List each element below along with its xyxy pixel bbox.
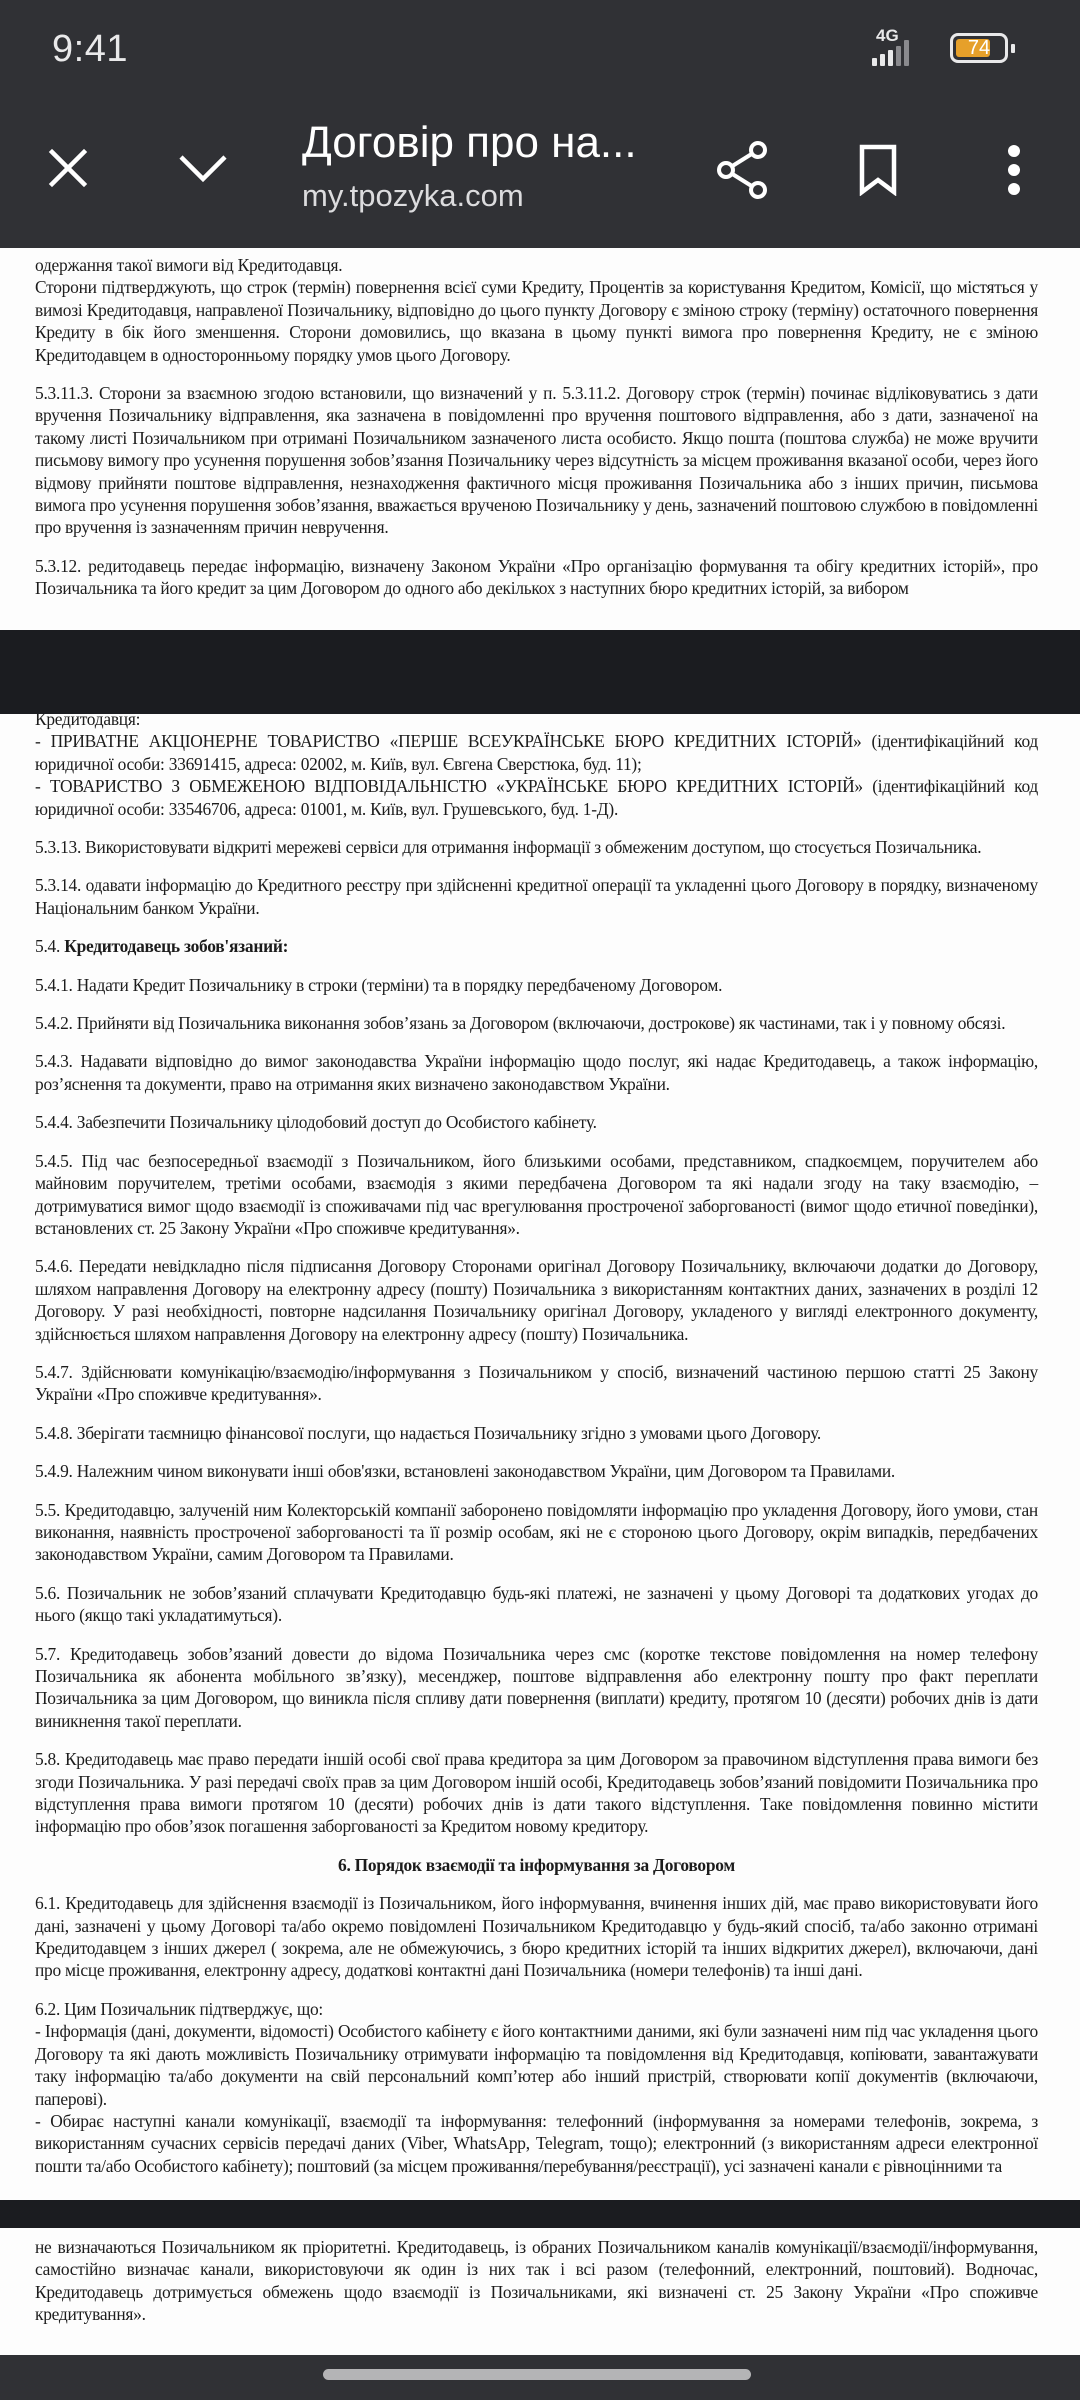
share-button[interactable] — [700, 128, 784, 212]
paragraph: 5.4.1. Надати Кредит Позичальнику в строки (терміни) та в порядку передбаченому Договором. — [35, 974, 723, 995]
page-url: my.tpozyka.com — [302, 178, 524, 213]
battery-percent: 74 — [967, 37, 991, 59]
battery-terminal — [1011, 44, 1015, 53]
paragraph: 5.4.4. Забезпечити Позичальнику цілодобовий доступ до Особистого кабінету. — [35, 1112, 597, 1133]
heading-text: Кредитодавець зобов'язаний: — [64, 936, 289, 957]
heading-number: 5.4. — [35, 936, 61, 957]
paragraph: 5.4.8. Зберігати таємницю фінансової послуги, що надається Позичальнику згідно з умовами цього Договору. — [35, 1422, 822, 1443]
pdf-page — [0, 2228, 1080, 2355]
paragraph: 5.5. Кредитодавцю, залученій ним Колекторській компанії заборонено повідомляти інформацію про укладення Договору, його умови, стан виконання, наявність простроченої заборгованості та її розмір особам, які не є стороною цього Договору, окрім випадків, передбачених законодавством України, самим Договором та Правилами. — [35, 1499, 1038, 1565]
section-heading-5-4 — [35, 935, 1038, 957]
signal-bars — [872, 40, 909, 66]
home-gesture-handle[interactable] — [323, 2369, 751, 2380]
signal-bar — [888, 50, 893, 66]
page-title: Договір про на... — [302, 118, 637, 167]
gesture-nav-bar — [0, 2355, 1080, 2400]
close-button[interactable] — [30, 130, 106, 206]
signal-bar — [880, 54, 885, 66]
paragraph: 5.4.3. Надавати відповідно до вимог законодавства України інформацію щодо послуг, які надає Кредитодавець, а також інформацію, роз’яснення та документи, право на отримання яких визначено законодавством України. — [35, 1051, 1038, 1094]
signal-bar — [904, 40, 909, 66]
paragraph: 5.3.14. одавати інформацію до Кредитного реєстру при здійсненні кредитної операції та укладенні цього Договору в порядку, визначеному Національним банком України. — [35, 875, 1038, 918]
paragraph: 5.4.9. Належним чином виконувати інші обов'язки, встановлені законодавством України, цим Договором та Правилами. — [35, 1461, 895, 1482]
page-title-area[interactable] — [302, 118, 662, 214]
signal-bar — [872, 58, 877, 66]
battery-icon — [950, 33, 1008, 63]
paragraph: 5.3.12. редитодавець передає інформацію, визначену Законом України «Про організацію формування та обігу кредитних історій», про Позичальника та його кредит за цим Договором до одного або декількох з наступних бюро кредитних історій, за вибором — [35, 555, 1038, 599]
network-type: 4G — [876, 26, 899, 45]
paragraph: 5.4.2. Прийняти від Позичальника виконання зобов’язань за Договором (включаючи, дострокове) як частинами, так і у повному обсязі. — [35, 1013, 1006, 1034]
paragraph: 5.3.13. Використовувати відкриті мережеві сервіси для отримання інформації з обмеженим доступом, що стосується Позичальника. — [35, 837, 982, 858]
section-heading-6: 6. Порядок взаємодії та інформування за Договором — [338, 1854, 735, 1875]
paragraph: Сторони підтверджують, що строк (термін) повернення всієї суми Кредиту, Процентів за користування Кредитом, Комісії, що містяться у вимозі Кредитодавця, направленої Позичальнику, відповідно до цього пункту Договору є зміною строку (терміну) остаточного повернення Кредиту в бік його зменшення. Сторони домовились, що вказана в цьому пункті вимога про повернення Кредиту, не є зміною Кредитодавцем в односторонньому порядку умов цього Договору. — [35, 277, 1038, 365]
paragraph: 5.4.6. Передати невідкладно після підписання Договору Сторонами оригінал Договору Позичальнику, включаючи додатки до Договору, шляхом направлення Договору на електронну адресу (пошту) Позичальника з використанням контактних даних, зазначених в розділі 12 Договору. У разі необхідності, повторне надсилання Позичальнику оригінал Договору, укладеного у вигляді електронного документу, здійснюється шляхом направлення Договору на електронну адресу (пошту) Позичальника. — [35, 1256, 1038, 1344]
more-options-button[interactable] — [972, 128, 1056, 212]
page-separator — [0, 2200, 1080, 2228]
chevron-down-icon — [177, 151, 229, 185]
close-icon — [48, 148, 88, 188]
minimize-tab-button[interactable] — [165, 130, 241, 206]
page-separator — [0, 630, 1080, 714]
status-time: 9:41 — [52, 28, 128, 70]
paragraph: - Інформація (дані, документи, відомості) Особистого кабінету є його контактними даними, які були зазначені ним під час укладення цього Договору та які дають можливість Позичальнику отримувати інформацію та повідомлення від Кредитодавця, копіювати, завантажувати таку інформацію та/або документи на свій персональний комп’ютер або інший пристрій, створювати копії документів (включаючи, паперові). — [35, 2021, 1038, 2109]
page-text — [35, 714, 1038, 2177]
pdf-page — [0, 248, 1080, 630]
pdf-page — [0, 714, 1080, 2200]
page-text — [35, 2236, 1038, 2342]
paragraph: Кредитодавця: — [35, 714, 141, 729]
paragraph: 5.4.5. Під час безпосередньої взаємодії з Позичальником, його близькими особами, представником, спадкоємцем, поручителем або майновим поручителем, третіми особами, взаємодія з якими передбачена Договором та які надали згоду на таку взаємодію, – дотримуватися вимог щодо взаємодії із споживачами під час врегулювання простроченої заборгованості (вимог щодо етичної поведінки), встановлених ст. 25 Закону України «Про споживче кредитування». — [35, 1150, 1038, 1238]
paragraph: не визначаються Позичальником як пріоритетні. Кредитодавець, із обраних Позичальником каналів комунікації/взаємодії/інформування, самостійно визначає канали, використовуючи як один із них так і всі разом (телефонний, електронний, поштовий). Водночас, Кредитодавець дотримується обмежень щодо взаємодії із Позичальниками, які визначені ст. 25 Закону України «Про споживче кредитування». — [35, 2237, 1038, 2325]
cellular-signal-icon — [872, 28, 940, 66]
paragraph: - Обирає наступні канали комунікації, взаємодії та інформування: телефонний (інформування за номерами телефонів, зокрема, з використанням сучасних сервісів передачі даних (Viber, WhatsApp, Telegram, тощо); електронний (з використанням адреси електронної пошти та/або Особистого кабінету); поштовий (за місцем проживання/перебування/реєстрації), усі зазначені канали є рівноцінними та — [35, 2110, 1038, 2176]
paragraph: 5.7. Кредитодавець зобов’язаний довести до відома Позичальника через смс (коротке текстове повідомлення на номер телефону Позичальника як абонента мобільного зв’язку), месенджер, поштове відправлення або електронну пошту про факт переплати Позичальника за цим Договором, що виникла після спливу дати повернення (виплати) кредиту, протягом 10 (десяти) робочих днів із дати виникнення такої переплати. — [35, 1643, 1038, 1731]
paragraph: 6.2. Цим Позичальник підтверджує, що: — [35, 1998, 323, 2019]
share-icon — [714, 139, 770, 201]
paragraph: - ПРИВАТНЕ АКЦІОНЕРНЕ ТОВАРИСТВО «ПЕРШЕ ВСЕУКРАЇНСЬКЕ БЮРО КРЕДИТНИХ ІСТОРІЙ» (ідентифікаційний код юридичної особи: 33691415, адреса: 02002, м. Київ, вул. Євгена Сверстюка, буд. 11); — [35, 731, 1038, 774]
paragraph: 5.3.11.3. Сторони за взаємною згодою встановили, що визначений у п. 5.3.11.2. Договору строк (термін) починає відліковуватись з дати вручення Позичальнику відправлення, яка зазначена в повідомленні про вручення поштового відправлення, або з дати, зазначеної на такому листі Позичальником при отримані Позичальником зазначеного листа особисто. Якщо пошта (поштова служба) не може вручити письмову вимогу про усунення порушення зобов’язання Позичальнику через відсутність за місцем проживання вказаної особи, через його відмову прийняти поштове відправлення, незнаходження фактичного місця проживання Позичальника або з інших причин, письмова вимога про усунення порушення зобов’язання, вважається врученою Позичальнику у день, зазначений поштовою службою в повідомленні про вручення із зазначенням причин невручення. — [35, 383, 1038, 538]
browser-top-bar — [0, 0, 1080, 248]
paragraph: 6.1. Кредитодавець для здійснення взаємодії із Позичальником, його інформування, вчинення інших дій, має право використовувати його дані, зазначені у цьому Договорі та/або окремо повідомлені Позичальником Кредитодавцю у будь-який спосіб, та/або законно отримані Кредитодавцем з інших джерел ( зокрема, але не обмежуючись, з бюро кредитних історій та інших відкритих джерел), включаючи, дані про місце проживання, електронну адресу, додаткові контактні дані Позичальника (номери телефонів) та інші дані. — [35, 1893, 1038, 1981]
signal-bar — [896, 46, 901, 66]
bookmark-button[interactable] — [836, 128, 920, 212]
paragraph: 5.8. Кредитодавець має право передати іншій особі свої права кредитора за цим Договором за правочином відступлення права вимоги без згоди Позичальника. У разі передачі своїх прав за цим Договором іншій особі, Кредитодавець зобов’язаний повідомити Позичальника про відступлення права вимоги протягом 10 (десяти) робочих днів із дати такого відступлення. Таке повідомлення повинно містити інформацію про обов’язок погашення заборгованості за Кредитом новому кредитору. — [35, 1749, 1038, 1837]
page-text — [35, 254, 1038, 616]
bookmark-icon — [858, 144, 898, 196]
paragraph: 5.4.7. Здійснювати комунікацію/взаємодію/інформування з Позичальником у спосіб, визначений частиною першою статті 25 Закону України «Про споживче кредитування». — [35, 1361, 1038, 1405]
paragraph: - ТОВАРИСТВО З ОБМЕЖЕНОЮ ВІДПОВІДАЛЬНІСТЮ «УКРАЇНСЬКЕ БЮРО КРЕДИТНИХ ІСТОРІЙ» (ідентифікаційний код юридичної особи: 33546706, адреса: 01001, м. Київ, вул. Грушевського, буд. 1-Д). — [35, 776, 1038, 819]
paragraph: одержання такої вимоги від Кредитодавця. — [35, 255, 343, 275]
paragraph: 5.6. Позичальник не зобов’язаний сплачувати Кредитодавцю будь-які платежі, не зазначені у цьому Договорі та додаткових угодах до нього (якщо такі укладатимуться). — [35, 1582, 1038, 1626]
more-vert-icon — [1006, 144, 1022, 196]
